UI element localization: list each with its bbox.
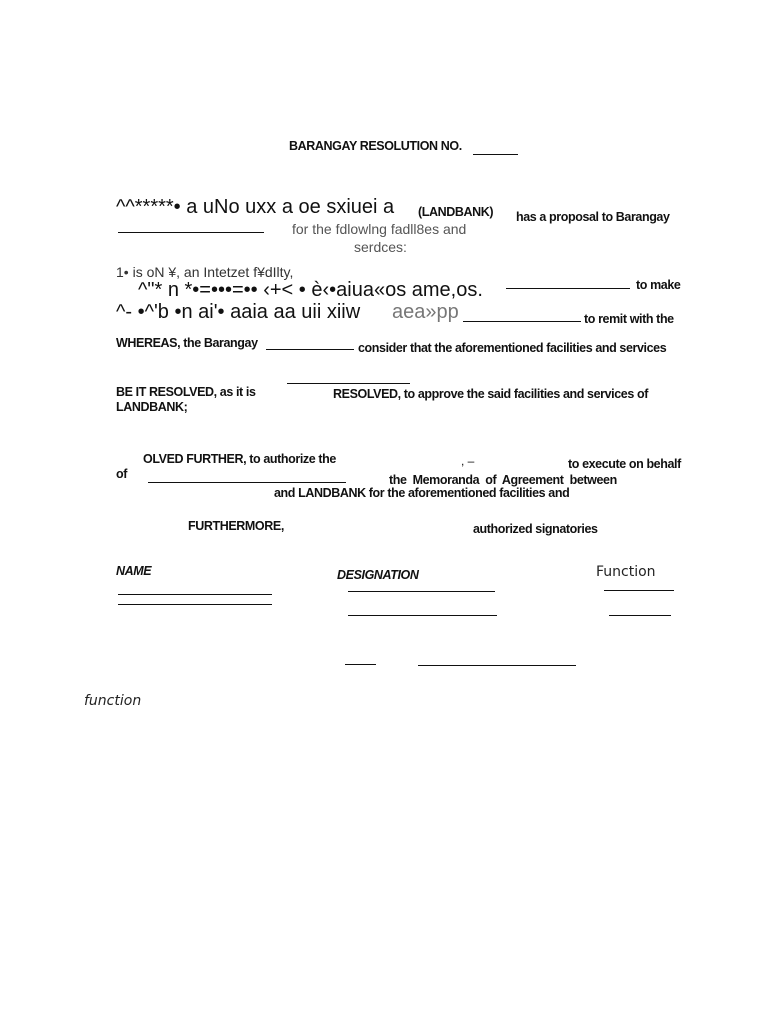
comma-dash: , –	[461, 454, 475, 468]
garbled-text-1: ^^*****• a uNo uxx a oe sxiuei a	[116, 196, 395, 218]
be-it-resolved-text: BE IT RESOLVED, as it is	[116, 385, 256, 399]
authorized-signatories-text: authorized signatories	[473, 522, 598, 536]
and-landbank-cut-text: and LANDBANK for the aforementioned facilities and	[274, 486, 570, 500]
name-line-2	[118, 604, 272, 605]
remit-line	[463, 321, 581, 322]
to-remit-text: to remit with the	[584, 312, 674, 326]
be-it-resolved-row	[116, 385, 691, 414]
barangay-name-line	[118, 232, 264, 233]
whereas-row	[116, 336, 691, 354]
whereas-text: WHEREAS, the Barangay	[116, 336, 258, 350]
resolved-further-text: OLVED FURTHER, to authorize the	[143, 452, 336, 466]
bottom-short-line	[345, 664, 376, 665]
memoranda-text: the Memoranda of Agreement between	[389, 473, 617, 487]
item-1-text: 1• is oN ¥, an Intetzet f¥dIlty,	[116, 264, 294, 280]
designation-line-1	[348, 591, 495, 592]
proposal-text: has a proposal to Barangay	[516, 210, 670, 224]
designation-line-2	[348, 615, 497, 616]
resolution-number-line	[473, 154, 518, 155]
garbled-text-3: ^- •^'b •n ai'• aaia aa uii xiiw	[116, 301, 361, 323]
resolution-title: BARANGAY RESOLUTION NO.	[289, 139, 462, 153]
of-text: of	[116, 467, 127, 481]
to-execute-text: to execute on behalf	[568, 457, 681, 471]
behalf-line	[148, 482, 346, 483]
furthermore-text: FURTHERMORE,	[188, 519, 284, 533]
to-make-line	[506, 288, 630, 289]
function-line-2	[609, 615, 671, 616]
following-text-line1: for the fdlowlng fadll8es and	[292, 221, 467, 237]
landbank-cut-text: LANDBANK;	[116, 400, 188, 414]
resolved-approve-text: RESOLVED, to approve the said facilities and services of	[333, 387, 648, 401]
garbled-text-3b: aea»pp	[392, 301, 459, 323]
garbled-text-2: ^"* n *•=•••=•• ‹+< • è‹•aiua«os ame,os.	[138, 279, 483, 301]
function-line-1	[604, 590, 674, 591]
bottom-long-line	[418, 665, 576, 666]
function-column-header: Function	[596, 564, 656, 580]
designation-column-header: DESIGNATION	[337, 568, 419, 582]
landbank-label: (LANDBANK)	[418, 205, 494, 219]
handwritten-function: function	[84, 693, 142, 709]
name-line-1	[118, 594, 272, 595]
consider-text: consider that the aforementioned facilities and services	[358, 341, 667, 355]
barangay-line	[266, 349, 354, 350]
following-text-line2: serdces:	[354, 239, 407, 255]
cut-line-row	[274, 486, 694, 500]
name-column-header: NAME	[116, 564, 152, 578]
resolved-line	[287, 383, 410, 384]
to-make-text: to make	[636, 278, 681, 292]
